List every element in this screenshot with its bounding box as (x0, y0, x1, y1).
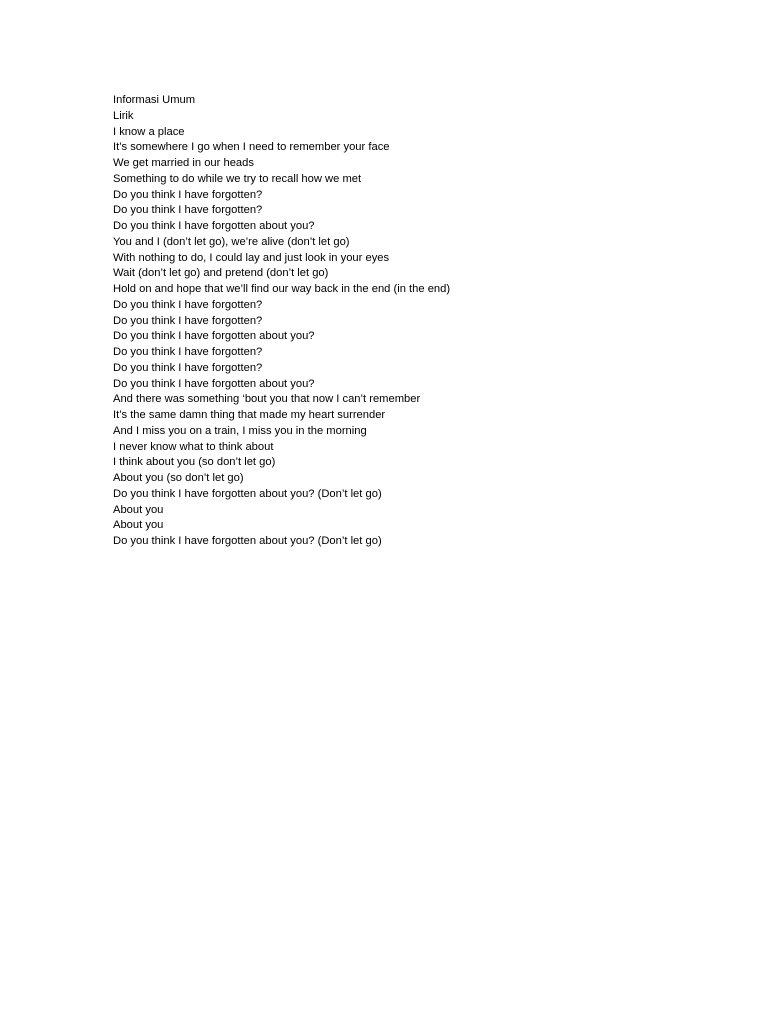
lyric-line: Do you think I have forgotten? (113, 314, 263, 327)
lyric-line: Do you think I have forgotten? (113, 204, 263, 217)
lyric-line: You and I (don’t let go), we’re alive (don’t let go) (113, 235, 350, 248)
lyric-line: And there was something ‘bout you that now I can’t remember (113, 393, 421, 406)
section-heading: Lirik (113, 109, 134, 122)
lyrics-text-block (113, 93, 713, 550)
lyric-line: I know a place (113, 125, 185, 138)
lyric-line: I never know what to think about (113, 440, 274, 453)
lyric-line: Do you think I have forgotten about you? (113, 220, 315, 232)
lyric-line: Do you think I have forgotten? (113, 188, 263, 201)
lyric-line: It’s the same damn thing that made my heart surrender (113, 409, 386, 421)
lyric-line: About you (113, 519, 164, 532)
lyric-line: Do you think I have forgotten about you? (113, 377, 315, 390)
lyric-line: And I miss you on a train, I miss you in the morning (113, 424, 367, 437)
lyric-line: Wait (don’t let go) and pretend (don’t let go) (113, 267, 329, 280)
lyric-line: About you (113, 503, 164, 516)
lyric-line: Do you think I have forgotten about you? (Don’t let go) (113, 535, 382, 547)
lyric-line: I think about you (so don’t let go) (113, 456, 276, 469)
lyric-line: Something to do while we try to recall how we met (113, 172, 362, 185)
lyric-line: We get married in our heads (113, 157, 254, 169)
lyric-line: Do you think I have forgotten? (113, 298, 263, 311)
lyric-line: Do you think I have forgotten about you? (Don’t let go) (113, 487, 382, 500)
lyric-line: Do you think I have forgotten about you? (113, 330, 315, 343)
lyric-line: With nothing to do, I could lay and just look in your eyes (113, 251, 390, 264)
lyric-line: Hold on and hope that we’ll find our way back in the end (in the end) (113, 283, 451, 295)
lyric-line: Do you think I have forgotten? (113, 361, 263, 374)
lyric-line: About you (so don’t let go) (113, 472, 244, 484)
lyric-line: It’s somewhere I go when I need to remember your face (113, 141, 390, 154)
section-heading: Informasi Umum (113, 94, 196, 106)
lyric-line: Do you think I have forgotten? (113, 346, 263, 358)
